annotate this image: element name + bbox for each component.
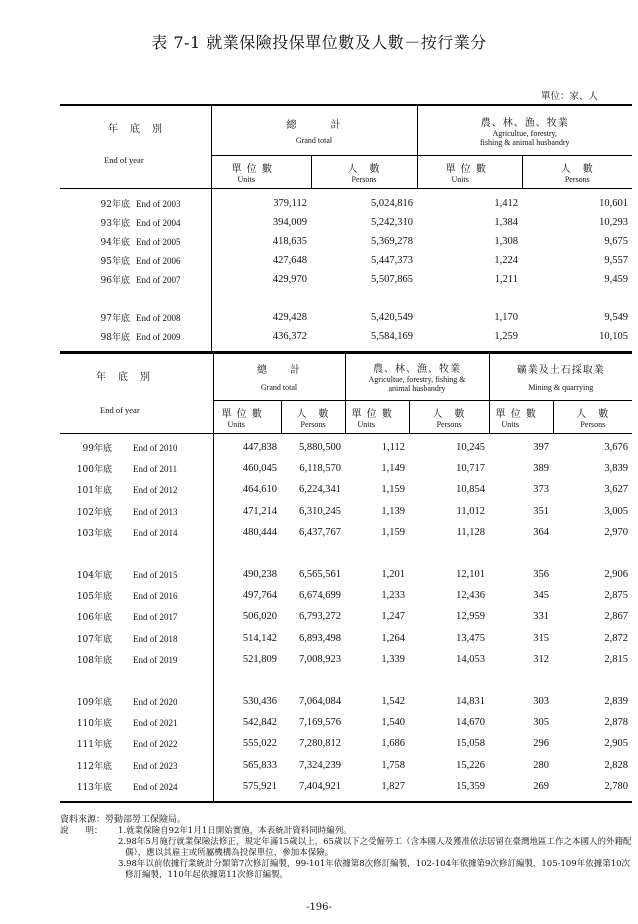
persons-cell: 6,310,245 [299, 505, 341, 517]
ag-units-cell: 1,211 [494, 274, 518, 285]
ag-persons-cell: 10,854 [456, 484, 485, 496]
page-title: 表 7-1 就業保險投保單位數及人數－按行業分 [151, 33, 487, 52]
mi-units-header-zh: 單 位 數 [495, 408, 537, 420]
persons-header-zh: 人 數 [347, 163, 381, 175]
table-2010-2024 [60, 352, 632, 438]
mi-persons-cell: 2,815 [604, 653, 628, 665]
mi-persons-cell: 2,839 [604, 695, 628, 707]
table-row [60, 585, 632, 606]
table-row [60, 308, 632, 327]
year-en-cell: End of 2019 [133, 654, 178, 665]
ag-units-cell: 1,827 [381, 780, 405, 792]
ag-units-header [417, 155, 522, 188]
year-en-cell: End of 2004 [136, 218, 181, 228]
units-cell: 555,022 [213, 733, 281, 754]
year-cell: 103年底 [76, 528, 112, 539]
units-cell: 506,020 [213, 606, 281, 627]
persons-cell: 6,674,699 [299, 590, 341, 602]
ag-units-cell: 1,339 [381, 653, 405, 665]
ag-units-cell: 1,412 [494, 198, 518, 209]
mi-persons-cell: 2,828 [604, 759, 628, 771]
page-number: -196- [306, 902, 332, 913]
units-cell: 460,045 [213, 458, 281, 479]
units-header-en: Units [237, 174, 255, 184]
mi-units-cell: 312 [533, 653, 549, 665]
ag-units-cell: 1,159 [381, 526, 405, 538]
mi-persons-cell: 3,839 [604, 463, 628, 475]
table-row [60, 213, 632, 232]
ag-units-header-zh: 單 位 數 [445, 163, 487, 175]
units-cell: 394,009 [211, 213, 311, 232]
table-row [60, 628, 632, 649]
year-cell: 109年底 [76, 697, 112, 708]
ag-persons-cell: 15,226 [456, 759, 485, 771]
units-cell: 464,610 [213, 479, 281, 500]
mi-units-header [489, 400, 553, 433]
group-agriculture-zh: 農、林、漁、牧業 [480, 117, 569, 129]
ag-persons-cell: 14,053 [456, 653, 485, 665]
year-en-cell: End of 2014 [133, 527, 178, 538]
persons-cell: 5,420,549 [371, 312, 413, 323]
group-agriculture-en-1: Agricultue, forestry, fishing & [368, 375, 466, 385]
ag-persons-cell: 10,601 [599, 198, 629, 209]
year-cell-group [60, 606, 213, 627]
table-row [60, 606, 632, 627]
units-cell: 490,238 [213, 564, 281, 585]
year-cell: 100年底 [76, 465, 112, 476]
mi-units-cell: 331 [533, 611, 549, 623]
table-row [60, 776, 632, 797]
ag-persons-cell: 9,675 [604, 236, 629, 247]
ag-persons-cell: 15,359 [456, 780, 485, 792]
ag-units-cell: 1,170 [494, 312, 518, 323]
year-cell-group [60, 776, 213, 797]
persons-cell: 7,404,921 [299, 780, 341, 792]
ag-units-cell: 1,540 [381, 717, 405, 729]
year-header [60, 353, 213, 433]
ag-units-cell: 1,201 [381, 569, 405, 581]
note-1: 1.就業保險自92年1月1日開始實施，本表統計資料同時編列。 [118, 826, 352, 836]
ag-persons-cell: 11,128 [456, 526, 485, 538]
mi-persons-header-zh: 人 數 [576, 408, 610, 420]
persons-cell: 7,280,812 [299, 738, 341, 750]
year-cell: 110年底 [76, 719, 112, 730]
ag-units-cell: 1,758 [381, 759, 405, 771]
year-en-cell: End of 2007 [136, 275, 181, 285]
year-cell: 93年底 [100, 219, 130, 229]
year-header [60, 105, 211, 188]
year-en-cell: End of 2017 [133, 612, 178, 623]
persons-header [311, 155, 417, 188]
mi-persons-header [553, 400, 632, 433]
year-cell-group [60, 733, 213, 754]
ag-persons-cell: 12,436 [456, 590, 485, 602]
ag-persons-cell: 12,959 [456, 611, 485, 623]
group-agriculture-zh: 農、林、漁、牧業 [373, 364, 461, 376]
mi-units-cell: 315 [533, 632, 549, 644]
mi-units-cell: 345 [533, 590, 549, 602]
persons-cell: 5,242,310 [371, 217, 413, 228]
table-row [60, 712, 632, 733]
group-grand-total-zh: 總 計 [257, 365, 301, 377]
group-mining-zh: 礦業及土石採取業 [516, 365, 605, 377]
ag-persons-cell: 14,831 [456, 695, 485, 707]
year-cell: 99年底 [82, 444, 112, 455]
units-cell: 530,436 [213, 691, 281, 712]
year-en-cell: End of 2024 [133, 781, 178, 792]
ag-units-cell: 1,247 [381, 611, 405, 623]
persons-cell: 5,880,500 [299, 442, 341, 454]
persons-cell: 6,118,570 [299, 463, 341, 475]
table-row [60, 327, 632, 346]
mi-persons-cell: 2,875 [604, 590, 628, 602]
mi-persons-cell: 2,905 [604, 738, 628, 750]
ag-persons-cell: 10,293 [599, 217, 629, 228]
ag-persons-cell: 10,717 [456, 463, 485, 475]
year-en-cell: End of 2016 [133, 591, 178, 602]
mi-persons-cell: 2,780 [604, 780, 628, 792]
mi-persons-cell: 2,867 [604, 611, 628, 623]
mi-units-cell: 397 [533, 442, 549, 454]
ag-units-cell: 1,259 [494, 331, 518, 342]
ag-units-header-en: Units [451, 174, 469, 184]
year-cell: 102年底 [76, 507, 112, 518]
mi-persons-header-en: Persons [580, 419, 606, 429]
mi-units-cell: 280 [533, 759, 549, 771]
persons-header-en: Persons [300, 419, 326, 429]
persons-cell: 6,893,498 [299, 632, 341, 644]
units-cell: 429,428 [211, 308, 311, 327]
ag-persons-cell: 15,058 [456, 738, 485, 750]
year-cell-group [60, 437, 213, 458]
units-cell: 575,921 [213, 776, 281, 797]
units-cell: 514,142 [213, 628, 281, 649]
year-cell-group [60, 649, 213, 670]
ag-persons-cell: 13,475 [456, 632, 485, 644]
persons-cell: 6,565,561 [299, 569, 341, 581]
year-cell: 108年底 [76, 655, 112, 666]
ag-units-cell: 1,686 [381, 738, 405, 750]
units-cell: 427,648 [211, 251, 311, 270]
table-row [60, 270, 632, 289]
table-row [60, 564, 632, 585]
table-row [60, 733, 632, 754]
mi-units-cell: 305 [533, 717, 549, 729]
mi-persons-cell: 2,970 [604, 526, 628, 538]
persons-cell: 6,793,272 [299, 611, 341, 623]
group-mining [489, 353, 632, 400]
persons-cell: 5,024,816 [371, 198, 413, 209]
ag-persons-header-en: Persons [436, 419, 462, 429]
ag-units-cell: 1,159 [381, 484, 405, 496]
units-header [213, 400, 281, 433]
ag-units-cell: 1,308 [494, 236, 518, 247]
group-mining-en: Mining & quarrying [528, 383, 594, 393]
ag-units-header-zh: 單 位 數 [351, 408, 393, 420]
ag-persons-cell: 10,245 [456, 442, 485, 454]
mi-persons-cell: 3,005 [604, 505, 628, 517]
year-cell: 107年底 [76, 634, 112, 645]
year-en-cell: End of 2022 [133, 739, 178, 750]
persons-cell: 7,169,576 [299, 717, 341, 729]
persons-cell: 7,008,923 [299, 653, 341, 665]
mi-units-cell: 296 [533, 738, 549, 750]
year-header-en: End of year [104, 155, 144, 165]
ag-persons-cell: 10,105 [599, 331, 629, 342]
year-cell: 111年底 [76, 740, 112, 751]
mi-units-cell: 364 [533, 526, 549, 538]
year-en-cell: End of 2006 [136, 256, 181, 266]
table-row [60, 437, 632, 458]
persons-cell: 5,507,865 [371, 274, 413, 285]
persons-header [281, 400, 345, 433]
table-row [60, 232, 632, 251]
year-en-cell: End of 2012 [133, 485, 178, 496]
units-cell: 429,970 [211, 270, 311, 289]
group-grand-total-en: Grand total [295, 135, 333, 145]
year-cell: 104年底 [76, 571, 112, 582]
units-cell: 565,833 [213, 754, 281, 775]
group-agriculture-en-2: animal husbandry [388, 384, 446, 394]
table-row [60, 458, 632, 479]
year-cell-group [60, 501, 213, 522]
year-cell-group [60, 522, 213, 543]
year-en-cell: End of 2003 [136, 199, 181, 209]
units-cell: 379,112 [211, 194, 311, 213]
table-row [60, 251, 632, 270]
ag-persons-header-en: Persons [564, 174, 590, 184]
units-cell: 418,635 [211, 232, 311, 251]
persons-header-zh: 人 數 [296, 408, 330, 420]
ag-persons-header-zh: 人 數 [432, 408, 466, 420]
table-2010-2024-body [60, 437, 632, 803]
persons-cell: 6,437,767 [299, 526, 341, 538]
year-header-zh: 年 底 別 [108, 124, 163, 135]
group-grand-total [213, 353, 345, 400]
units-cell: 447,838 [213, 437, 281, 458]
year-cell-group [60, 691, 213, 712]
group-grand-total-zh: 總 計 [286, 119, 342, 131]
table-row [60, 501, 632, 522]
units-cell: 542,842 [213, 712, 281, 733]
units-cell: 471,214 [213, 501, 281, 522]
year-en-cell: End of 2023 [133, 760, 178, 771]
units-cell: 480,444 [213, 522, 281, 543]
year-header-en: End of year [100, 405, 140, 415]
ag-persons-cell: 14,670 [456, 717, 485, 729]
year-en-cell: End of 2008 [136, 313, 181, 323]
year-cell-group [60, 564, 213, 585]
units-cell: 521,809 [213, 649, 281, 670]
year-en-cell: End of 2021 [133, 718, 178, 729]
ag-units-cell: 1,224 [494, 255, 518, 266]
persons-cell: 5,369,278 [371, 236, 413, 247]
notes-label: 說 明： [60, 826, 103, 836]
year-cell-group [60, 585, 213, 606]
table-row [60, 522, 632, 543]
ag-persons-cell: 9,557 [604, 255, 629, 266]
note-3: 3.98年以前依據行業統計分類第7次修訂編製，99-101年依據第8次修訂編製，102-104年依據第9次修訂編製，105-109年依據第10次修訂編製，110年起依據第11次修訂編製。 [118, 859, 631, 880]
mi-persons-cell: 2,906 [604, 569, 628, 581]
ag-persons-cell: 12,101 [456, 569, 485, 581]
group-grand-total-en: Grand total [260, 383, 298, 393]
year-en-cell: End of 2009 [136, 332, 181, 342]
year-en-cell: End of 2018 [133, 633, 178, 644]
year-cell-group [60, 628, 213, 649]
units-header [211, 155, 311, 188]
ag-persons-cell: 11,012 [456, 505, 485, 517]
group-agriculture-en-1: Agricultue, forestry, [492, 128, 558, 138]
year-cell-group [60, 479, 213, 500]
year-en-cell: End of 2011 [133, 464, 178, 475]
note-2: 2.98年5月施行就業保險法修正，規定年滿15歲以上，65歲以下之受僱勞工（含本國人及獲准依法居留在臺灣地區工作之本國人的外籍配偶），應以其雇主或所屬機構為投保單位，參加本保險。 [118, 837, 632, 858]
mi-persons-cell: 2,872 [604, 632, 628, 644]
ag-persons-header [522, 155, 632, 188]
ag-units-cell: 1,542 [381, 695, 405, 707]
ag-units-header-en: Units [357, 419, 375, 429]
table-row [60, 649, 632, 670]
year-cell: 96年底 [100, 276, 130, 286]
year-en-cell: End of 2010 [133, 443, 178, 454]
ag-persons-header-zh: 人 數 [560, 163, 594, 175]
persons-cell: 5,447,373 [371, 255, 413, 266]
year-cell-group [60, 712, 213, 733]
year-cell: 98年底 [100, 333, 130, 343]
year-en-cell: End of 2005 [136, 237, 181, 247]
mi-persons-cell: 3,676 [604, 442, 628, 454]
ag-units-cell: 1,139 [381, 505, 405, 517]
year-cell: 106年底 [76, 613, 112, 624]
table-row [60, 194, 632, 213]
mi-units-cell: 373 [533, 484, 549, 496]
year-en-cell: End of 2020 [133, 696, 178, 707]
year-cell: 92年底 [100, 200, 130, 210]
ag-units-cell: 1,149 [381, 463, 405, 475]
units-cell: 497,764 [213, 585, 281, 606]
ag-units-cell: 1,112 [381, 442, 405, 454]
table-row [60, 754, 632, 775]
ag-units-cell: 1,233 [381, 590, 405, 602]
table-row [60, 479, 632, 500]
persons-cell: 6,224,341 [299, 484, 341, 496]
units-header-zh: 單 位 數 [231, 163, 273, 175]
mi-persons-cell: 2,878 [604, 717, 628, 729]
ag-units-cell: 1,264 [381, 632, 405, 644]
units-header-zh: 單 位 數 [221, 408, 263, 420]
year-cell: 105年底 [76, 592, 112, 603]
group-agriculture [345, 353, 489, 400]
year-cell-group [60, 754, 213, 775]
unit-label: 單位：家、人 [540, 91, 598, 102]
table-2003-2009 [60, 104, 632, 353]
mi-persons-cell: 3,627 [604, 484, 628, 496]
year-cell: 94年底 [100, 238, 130, 248]
ag-persons-cell: 9,459 [604, 274, 629, 285]
ag-units-header [345, 400, 409, 433]
year-en-cell: End of 2015 [133, 570, 178, 581]
units-cell: 436,372 [211, 327, 311, 346]
mi-units-cell: 389 [533, 463, 549, 475]
year-cell: 113年底 [76, 782, 112, 793]
ag-persons-cell: 9,549 [604, 312, 629, 323]
mi-units-cell: 351 [533, 505, 549, 517]
year-en-cell: End of 2013 [133, 506, 178, 517]
source-note: 資料來源：勞動部勞工保險局。 [60, 815, 187, 825]
year-cell: 101年底 [76, 486, 112, 497]
group-agriculture-en-2: fishing & animal husbandry [479, 137, 570, 147]
year-cell-group [60, 458, 213, 479]
mi-units-header-en: Units [501, 419, 519, 429]
persons-header-en: Persons [351, 174, 377, 184]
mi-units-cell: 269 [533, 780, 549, 792]
group-grand-total [211, 105, 417, 155]
persons-cell: 5,584,169 [371, 331, 413, 342]
group-agriculture [417, 105, 632, 155]
persons-cell: 7,064,084 [299, 695, 341, 707]
units-header-en: Units [227, 419, 245, 429]
mi-units-cell: 303 [533, 695, 549, 707]
table-row [60, 691, 632, 712]
year-cell: 97年底 [100, 314, 130, 324]
ag-units-cell: 1,384 [494, 217, 518, 228]
year-cell: 112年底 [76, 761, 112, 772]
mi-units-cell: 356 [533, 569, 549, 581]
ag-persons-header [409, 400, 489, 433]
persons-cell: 7,324,239 [299, 759, 341, 771]
year-header-zh: 年 底 別 [96, 372, 151, 383]
year-cell: 95年底 [100, 257, 130, 267]
